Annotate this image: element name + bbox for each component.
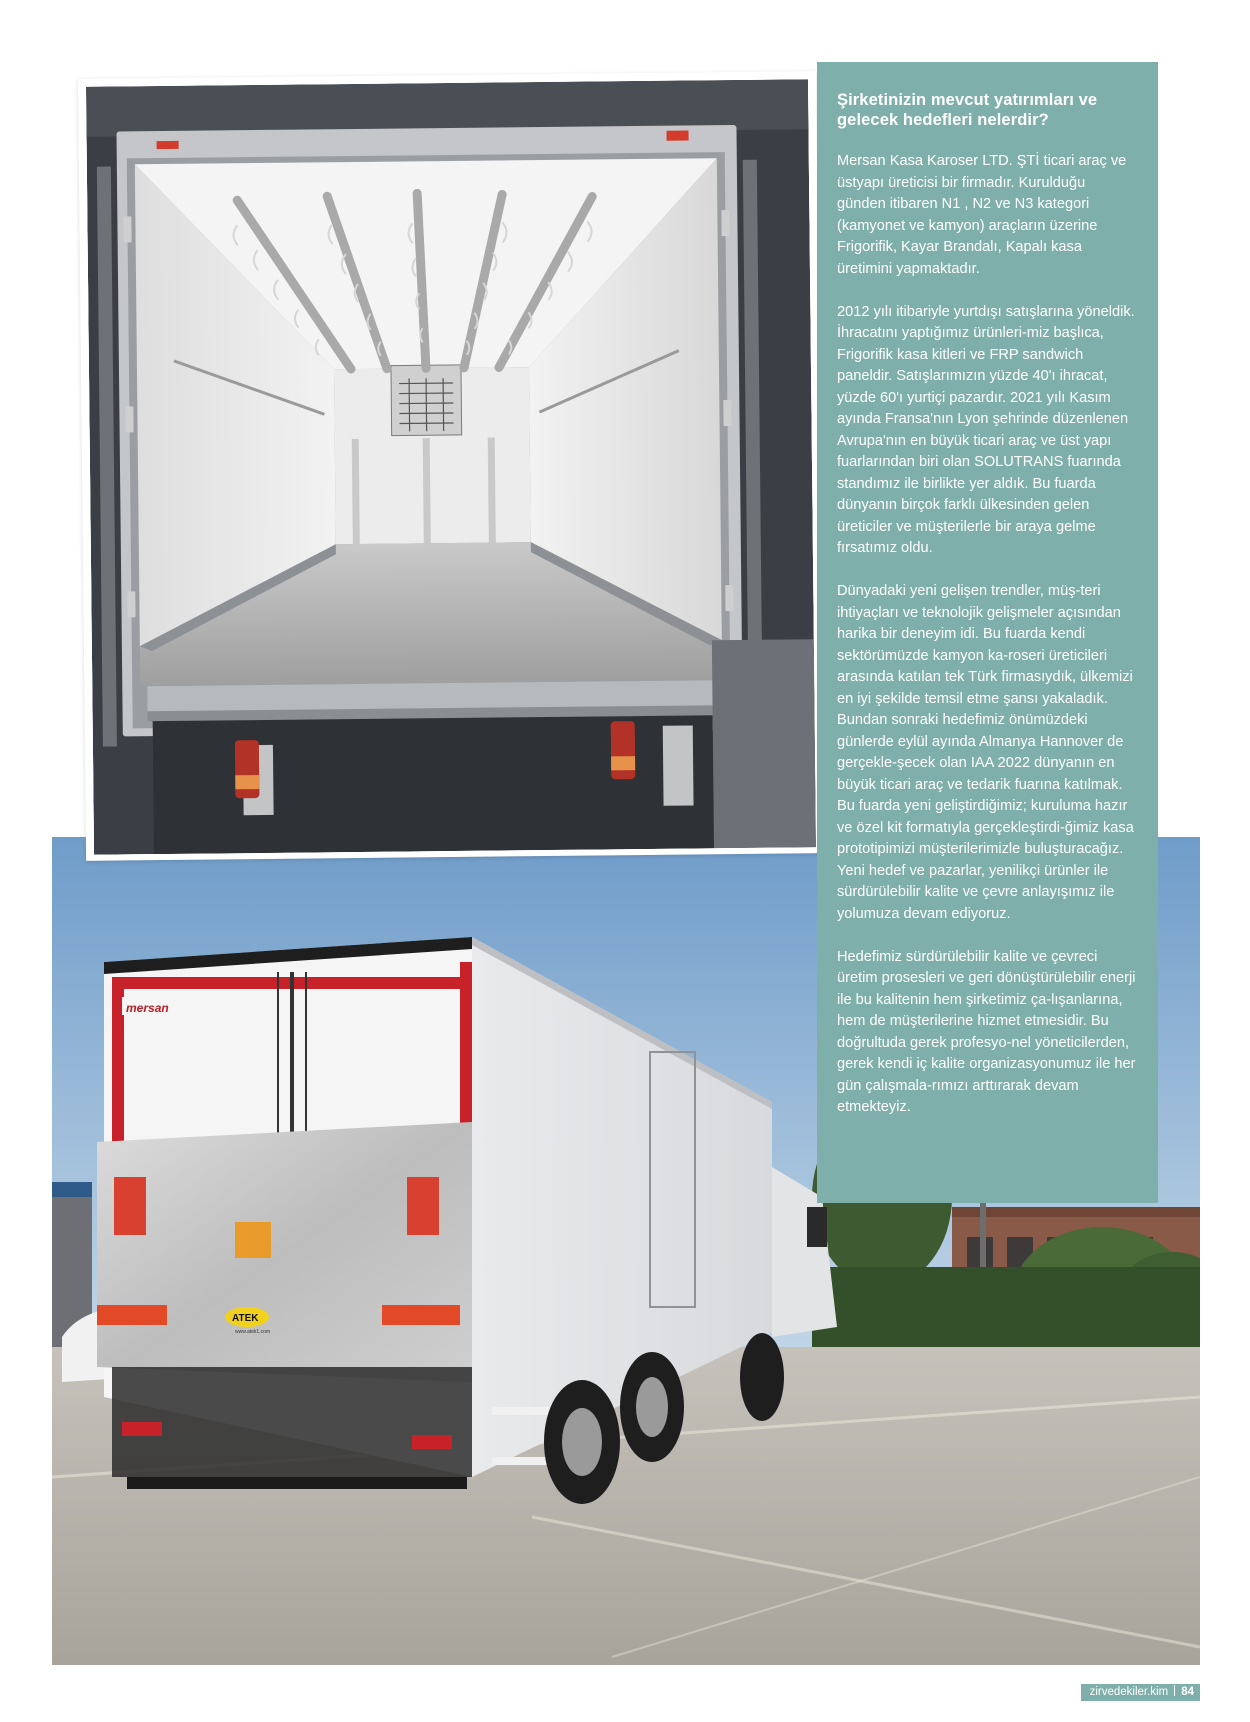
article-paragraph: 2012 yılı itibariyle yurtdışı satışlarına yöneldik. İhracatını yaptığımız ürünleri-miz başlıca, Frigorifik kasa kitleri ve FRP sandwich paneldir. Satışlarımızın yüzde 40'ı ihracat, yüzde 60'ı yurtiçi pazardır. 2021 yılı Kasım ayında Fransa'nın Lyon şehrinde düzenlenen Avrupa'nın en büyük ticari araç ve üst yapı fuarlarından biri olan SOLUTRANS fuarında standımız ile birlikte yer aldık. Bu fuarda dünyanın birçok farklı ülkesinden gelen üreticiler ve müşterilerle bir araya gelme fırsatımız oldu. (837, 303, 1135, 556)
article-paragraph: Hedefimiz sürdürülebilir kalite ve çevreci üretim prosesleri ve geri dönüştürülebilir enerji ile bu kalitenin hem şirketimiz ça-lışanlarına, hem de müşterilerine hizmet etmesidir. Bu doğrultuda gerek profesyo-nel yöneticilerden, gerek kendi iç kalite organizasyonumuz ile her gün çalışmala-rımızı arttırarak devam etmekteyiz. (837, 948, 1136, 1115)
liftgate-logo: ATEK (232, 1313, 259, 1324)
article-heading: Şirketinizin mevcut yatırımları ve gelecek hedefleri nelerdir? (837, 91, 1098, 129)
page-number: 84 (1181, 1686, 1194, 1698)
footer-divider (1174, 1685, 1175, 1696)
article-paragraph: Dünyadaki yeni gelişen trendler, müş-teri ihtiyaçları ve teknolojik gelişmeler açısından harika bir deneyim idi. Bu fuarda kendi sektörümüzde kamyon ka-roseri üreticileri arasında katılan tek Türk firmasıydık, ülkemizi en iyi şekilde temsil etme şansı yakaladık. Bundan sonraki hedefimiz önümüzdeki günlerde eylül ayında Almanya Hannover de gerçekle-şecek olan IAA 2022 dünyanın en büyük ticari araç ve tedarik fuarına katılmak. Bu fuarda yeni geliştirdiğimiz; kuruluma hazır ve özel kit formatıyla gerçekleştirdi-ğimiz kasa prototipimizi müşterilerimizle buluşturacağız. Yeni hedef ve pazarlar, yenilikçi ürünler ile sürdürülebilir kalite ve çevre anlayışımız ile yolumuza devam ediyoruz. (837, 583, 1134, 922)
footer-site-link[interactable]: zirvedekiler.kim (1089, 1686, 1169, 1698)
article-text-panel (817, 62, 1158, 1203)
liftgate-sticker-url: www.atek1.com (235, 1329, 271, 1335)
truck-logo: mersan (126, 1001, 169, 1015)
photo-frame (78, 71, 824, 861)
reefer-interior-photo (86, 79, 816, 855)
page-footer (1081, 1684, 1200, 1701)
article-paragraph: Mersan Kasa Karoser LTD. ŞTİ ticari araç ve üstyapı üreticisi bir firmadır. Kurulduğu günden itibaren N1 , N2 ve N3 kategori (kamyonet ve kamyon) araçların üzerine Frigorifik, Kayar Brandalı, Kapalı kasa üretimini yapmaktadır. (837, 153, 1127, 277)
